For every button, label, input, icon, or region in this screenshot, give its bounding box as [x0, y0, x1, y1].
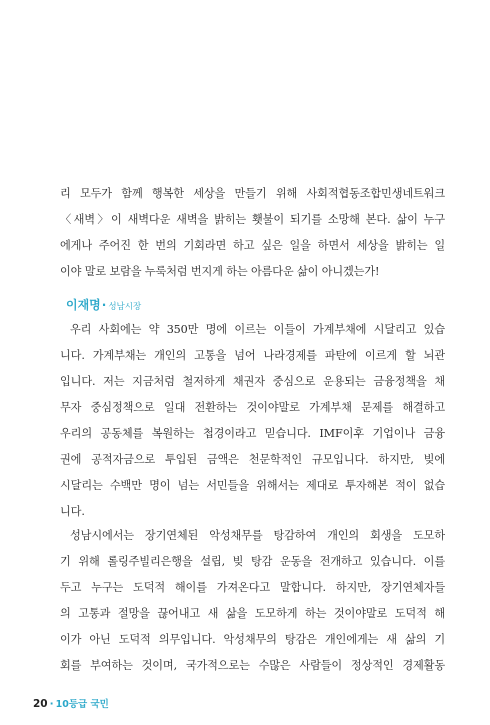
- text-line: 권에 공적자금으로 투입된 금액은 천문학적인 규모입니다. 하지만, 빚에: [60, 453, 445, 466]
- text-line: 시달리는 수백만 명이 넘는 서민들을 위해서는 제대로 투자해본 적이 없습: [60, 479, 445, 492]
- text-line: 우리의 공동체를 복원하는 첩경이라고 믿습니다. IMF이후 기업이나 금융: [60, 427, 445, 440]
- page-number: 20: [33, 698, 48, 710]
- page-footer: [33, 696, 109, 710]
- text-line: 이야 말로 보람을 누룩처럼 번지게 하는 아름다운 삶이 아니겠는가!: [60, 265, 380, 278]
- paragraph-seongnam: [60, 523, 445, 679]
- footer-separator: ·: [49, 698, 54, 710]
- text-line: 니다.: [60, 505, 85, 518]
- speaker-role: 성남시장: [108, 302, 142, 312]
- paragraph-statement: [60, 317, 445, 525]
- text-line: 에게나 주어진 한 번의 기회라면 하고 싶은 일을 하면서 세상을 밝히는 일: [60, 239, 445, 252]
- text-line: 우리 사회에는 약 350만 명에 이르는 이들이 가계부채에 시달리고 있습: [70, 323, 445, 336]
- running-title: 10등급 국민: [55, 699, 109, 710]
- text-line: 이가 아닌 도덕적 의무입니다. 악성채무의 탕감은 개인에게는 새 삶의 기: [60, 633, 445, 646]
- text-line: 니다. 가계부채는 개인의 고통을 넘어 나라경제를 파탄에 이르게 할 뇌관: [60, 349, 445, 362]
- text-line: 리 모두가 함께 행복한 세상을 만들기 위해 사회적협동조합민생네트워크: [60, 187, 445, 200]
- text-line: 성남시에서는 장기연체된 악성채무를 탕감하여 개인의 회생을 도모하: [70, 529, 445, 542]
- text-line: 〈새벽〉이 새벽다운 새벽을 밝히는 횃불이 되기를 소망해 본다. 삶이 누구: [60, 213, 445, 226]
- speaker-name: 이재명: [66, 298, 101, 312]
- text-line: 회를 부여하는 것이며, 국가적으로는 수많은 사람들이 정상적인 경제활동: [60, 659, 445, 672]
- text-line: 입니다. 저는 지금처럼 철저하게 채권자 중심으로 운용되는 금융정책을 채: [60, 375, 445, 388]
- speaker-separator: ·: [101, 298, 107, 312]
- text-line: 기 위해 롤링주빌리은행을 설립, 빚 탕감 운동을 전개하고 있습니다. 이를: [60, 555, 445, 568]
- paragraph-continued: [60, 181, 445, 285]
- text-line: 두고 누구는 도덕적 해이를 가져온다고 말합니다. 하지만, 장기연체자들: [60, 581, 445, 594]
- speaker-heading: [66, 296, 141, 313]
- text-line: 의 고통과 절망을 끊어내고 새 삶을 도모하게 하는 것이야말로 도덕적 해: [60, 607, 445, 620]
- text-line: 무자 중심정책으로 일대 전환하는 것이야말로 가계부채 문제를 해결하고: [60, 401, 445, 414]
